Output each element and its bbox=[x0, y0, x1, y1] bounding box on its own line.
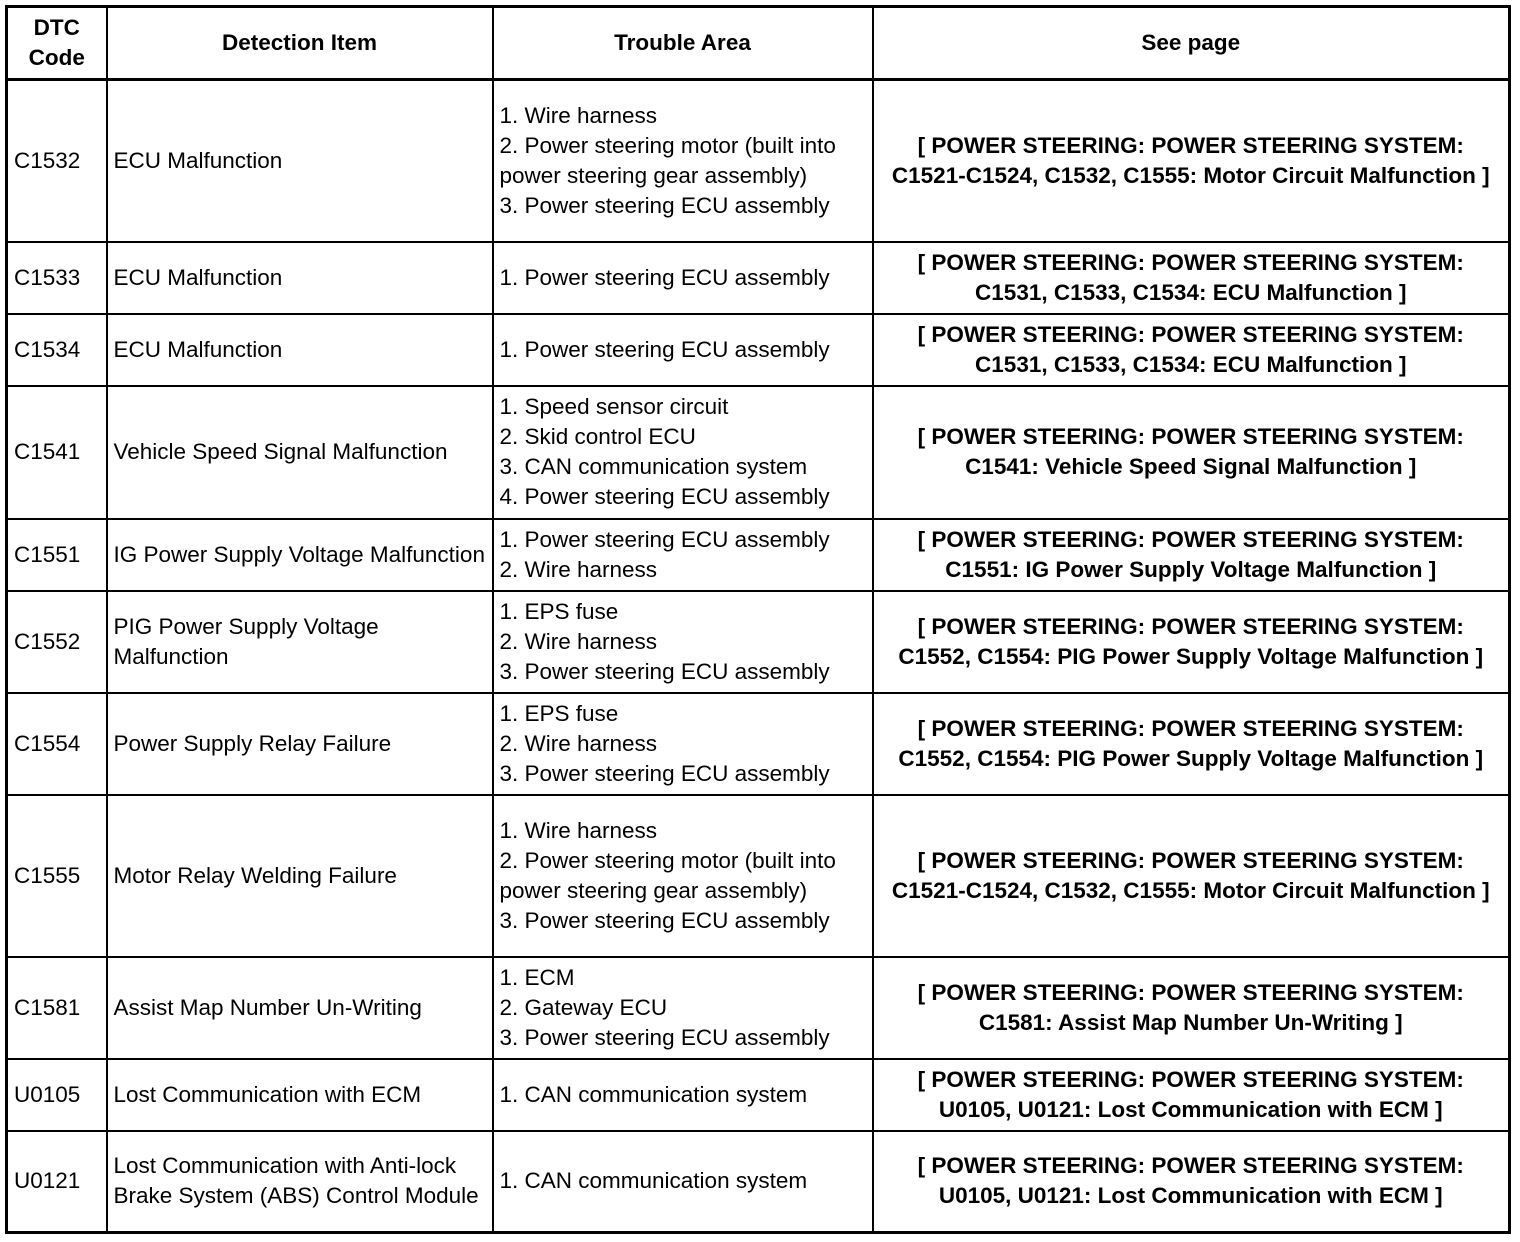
trouble-area-item: 3. Power steering ECU assembly bbox=[499, 1024, 830, 1050]
dtc-code-cell: C1551 bbox=[7, 519, 107, 591]
header-detection-item: Detection Item bbox=[107, 7, 493, 80]
detection-item-cell: Assist Map Number Un-Writing bbox=[107, 957, 493, 1059]
trouble-area-item: 2. Skid control ECU bbox=[499, 424, 696, 449]
trouble-area-cell bbox=[493, 591, 873, 693]
header-trouble-area: Trouble Area bbox=[493, 7, 873, 80]
header-see-page: See page bbox=[873, 7, 1510, 80]
dtc-code-cell: C1554 bbox=[7, 693, 107, 795]
trouble-area-item: 3. Power steering ECU assembly bbox=[499, 658, 830, 684]
trouble-area-cell bbox=[493, 957, 873, 1059]
trouble-area-item: 1. Wire harness bbox=[499, 102, 658, 128]
table-body bbox=[7, 80, 1510, 1233]
trouble-area-cell bbox=[493, 1059, 873, 1131]
trouble-area-item: 1. Wire harness bbox=[499, 817, 658, 843]
see-page-link[interactable]: [ POWER STEERING: POWER STEERING SYSTEM: C1541: Vehicle Speed Signal Malfunction ] bbox=[873, 386, 1510, 519]
trouble-area-cell bbox=[493, 314, 873, 386]
detection-item-cell: Power Supply Relay Failure bbox=[107, 693, 493, 795]
detection-item-cell: Motor Relay Welding Failure bbox=[107, 795, 493, 957]
table-row bbox=[7, 242, 1510, 314]
header-row bbox=[7, 7, 1510, 80]
see-page-link[interactable]: [ POWER STEERING: POWER STEERING SYSTEM: C1581: Assist Map Number Un-Writing ] bbox=[873, 957, 1510, 1059]
dtc-code-cell: C1541 bbox=[7, 386, 107, 519]
see-page-link[interactable]: [ POWER STEERING: POWER STEERING SYSTEM: C1552, C1554: PIG Power Supply Voltage Malfunction ] bbox=[873, 693, 1510, 795]
trouble-area-item: 1. EPS fuse bbox=[499, 700, 619, 726]
detection-item-cell: PIG Power Supply Voltage Malfunction bbox=[107, 591, 493, 693]
trouble-area-item: 3. Power steering ECU assembly bbox=[499, 760, 830, 786]
see-page-link[interactable]: [ POWER STEERING: POWER STEERING SYSTEM: C1531, C1533, C1534: ECU Malfunction ] bbox=[873, 314, 1510, 386]
trouble-area-cell bbox=[493, 693, 873, 795]
table-row bbox=[7, 591, 1510, 693]
trouble-area-item: 3. Power steering ECU assembly bbox=[499, 192, 830, 218]
trouble-area-item: 2. Wire harness bbox=[499, 556, 658, 582]
trouble-area-cell bbox=[493, 1131, 873, 1233]
dtc-table bbox=[5, 5, 1511, 1234]
trouble-area-item: 1. Power steering ECU assembly bbox=[499, 336, 830, 362]
trouble-area-item: 1. ECM bbox=[499, 964, 575, 990]
trouble-area-item: 1. Speed sensor circuit bbox=[499, 394, 729, 419]
dtc-code-cell: C1533 bbox=[7, 242, 107, 314]
dtc-code-cell: C1555 bbox=[7, 795, 107, 957]
trouble-area-item: 1. CAN communication system bbox=[499, 1081, 808, 1107]
trouble-area-item: 2. Gateway ECU bbox=[499, 994, 668, 1020]
dtc-code-cell: C1534 bbox=[7, 314, 107, 386]
dtc-code-cell: C1532 bbox=[7, 80, 107, 242]
trouble-area-cell bbox=[493, 80, 873, 242]
table-row bbox=[7, 314, 1510, 386]
trouble-area-cell bbox=[493, 386, 873, 519]
header-dtc-code: DTC Code bbox=[7, 7, 107, 80]
see-page-link[interactable]: [ POWER STEERING: POWER STEERING SYSTEM: C1531, C1533, C1534: ECU Malfunction ] bbox=[873, 242, 1510, 314]
trouble-area-item: 1. Power steering ECU assembly bbox=[499, 264, 830, 290]
trouble-area-item: 1. EPS fuse bbox=[499, 598, 619, 624]
trouble-area-item: 2. Power steering motor (built into power steering gear assembly) bbox=[499, 847, 843, 903]
detection-item-cell: Lost Communication with ECM bbox=[107, 1059, 493, 1131]
dtc-code-cell: C1581 bbox=[7, 957, 107, 1059]
see-page-link[interactable]: [ POWER STEERING: POWER STEERING SYSTEM: U0105, U0121: Lost Communication with ECM ] bbox=[873, 1059, 1510, 1131]
detection-item-cell: IG Power Supply Voltage Malfunction bbox=[107, 519, 493, 591]
trouble-area-item: 3. Power steering ECU assembly bbox=[499, 907, 830, 933]
detection-item-cell: Lost Communication with Anti-lock Brake System (ABS) Control Module bbox=[107, 1131, 493, 1233]
trouble-area-item: 2. Wire harness bbox=[499, 730, 658, 756]
trouble-area-cell bbox=[493, 519, 873, 591]
detection-item-cell: ECU Malfunction bbox=[107, 80, 493, 242]
trouble-area-item: 4. Power steering ECU assembly bbox=[499, 484, 830, 509]
table-row bbox=[7, 80, 1510, 242]
detection-item-cell: ECU Malfunction bbox=[107, 242, 493, 314]
table-row bbox=[7, 795, 1510, 957]
trouble-area-item: 2. Wire harness bbox=[499, 628, 658, 654]
see-page-link[interactable]: [ POWER STEERING: POWER STEERING SYSTEM: U0105, U0121: Lost Communication with ECM ] bbox=[873, 1131, 1510, 1233]
detection-item-cell: Vehicle Speed Signal Malfunction bbox=[107, 386, 493, 519]
trouble-area-cell bbox=[493, 242, 873, 314]
trouble-area-item: 1. CAN communication system bbox=[499, 1168, 808, 1194]
trouble-area-item: 1. Power steering ECU assembly bbox=[499, 526, 830, 552]
table-row bbox=[7, 693, 1510, 795]
table-row bbox=[7, 957, 1510, 1059]
trouble-area-item: 3. CAN communication system bbox=[499, 454, 808, 479]
see-page-link[interactable]: [ POWER STEERING: POWER STEERING SYSTEM: C1521-C1524, C1532, C1555: Motor Circuit Malfunction ] bbox=[873, 795, 1510, 957]
table-row bbox=[7, 386, 1510, 519]
dtc-code-cell: U0105 bbox=[7, 1059, 107, 1131]
trouble-area-cell bbox=[493, 795, 873, 957]
see-page-link[interactable]: [ POWER STEERING: POWER STEERING SYSTEM: C1552, C1554: PIG Power Supply Voltage Malfunction ] bbox=[873, 591, 1510, 693]
table-row bbox=[7, 1131, 1510, 1233]
dtc-code-cell: U0121 bbox=[7, 1131, 107, 1233]
table-row bbox=[7, 1059, 1510, 1131]
see-page-link[interactable]: [ POWER STEERING: POWER STEERING SYSTEM: C1521-C1524, C1532, C1555: Motor Circuit Malfunction ] bbox=[873, 80, 1510, 242]
trouble-area-item: 2. Power steering motor (built into power steering gear assembly) bbox=[499, 132, 843, 188]
table-row bbox=[7, 519, 1510, 591]
see-page-link[interactable]: [ POWER STEERING: POWER STEERING SYSTEM: C1551: IG Power Supply Voltage Malfunction ] bbox=[873, 519, 1510, 591]
detection-item-cell: ECU Malfunction bbox=[107, 314, 493, 386]
dtc-code-cell: C1552 bbox=[7, 591, 107, 693]
